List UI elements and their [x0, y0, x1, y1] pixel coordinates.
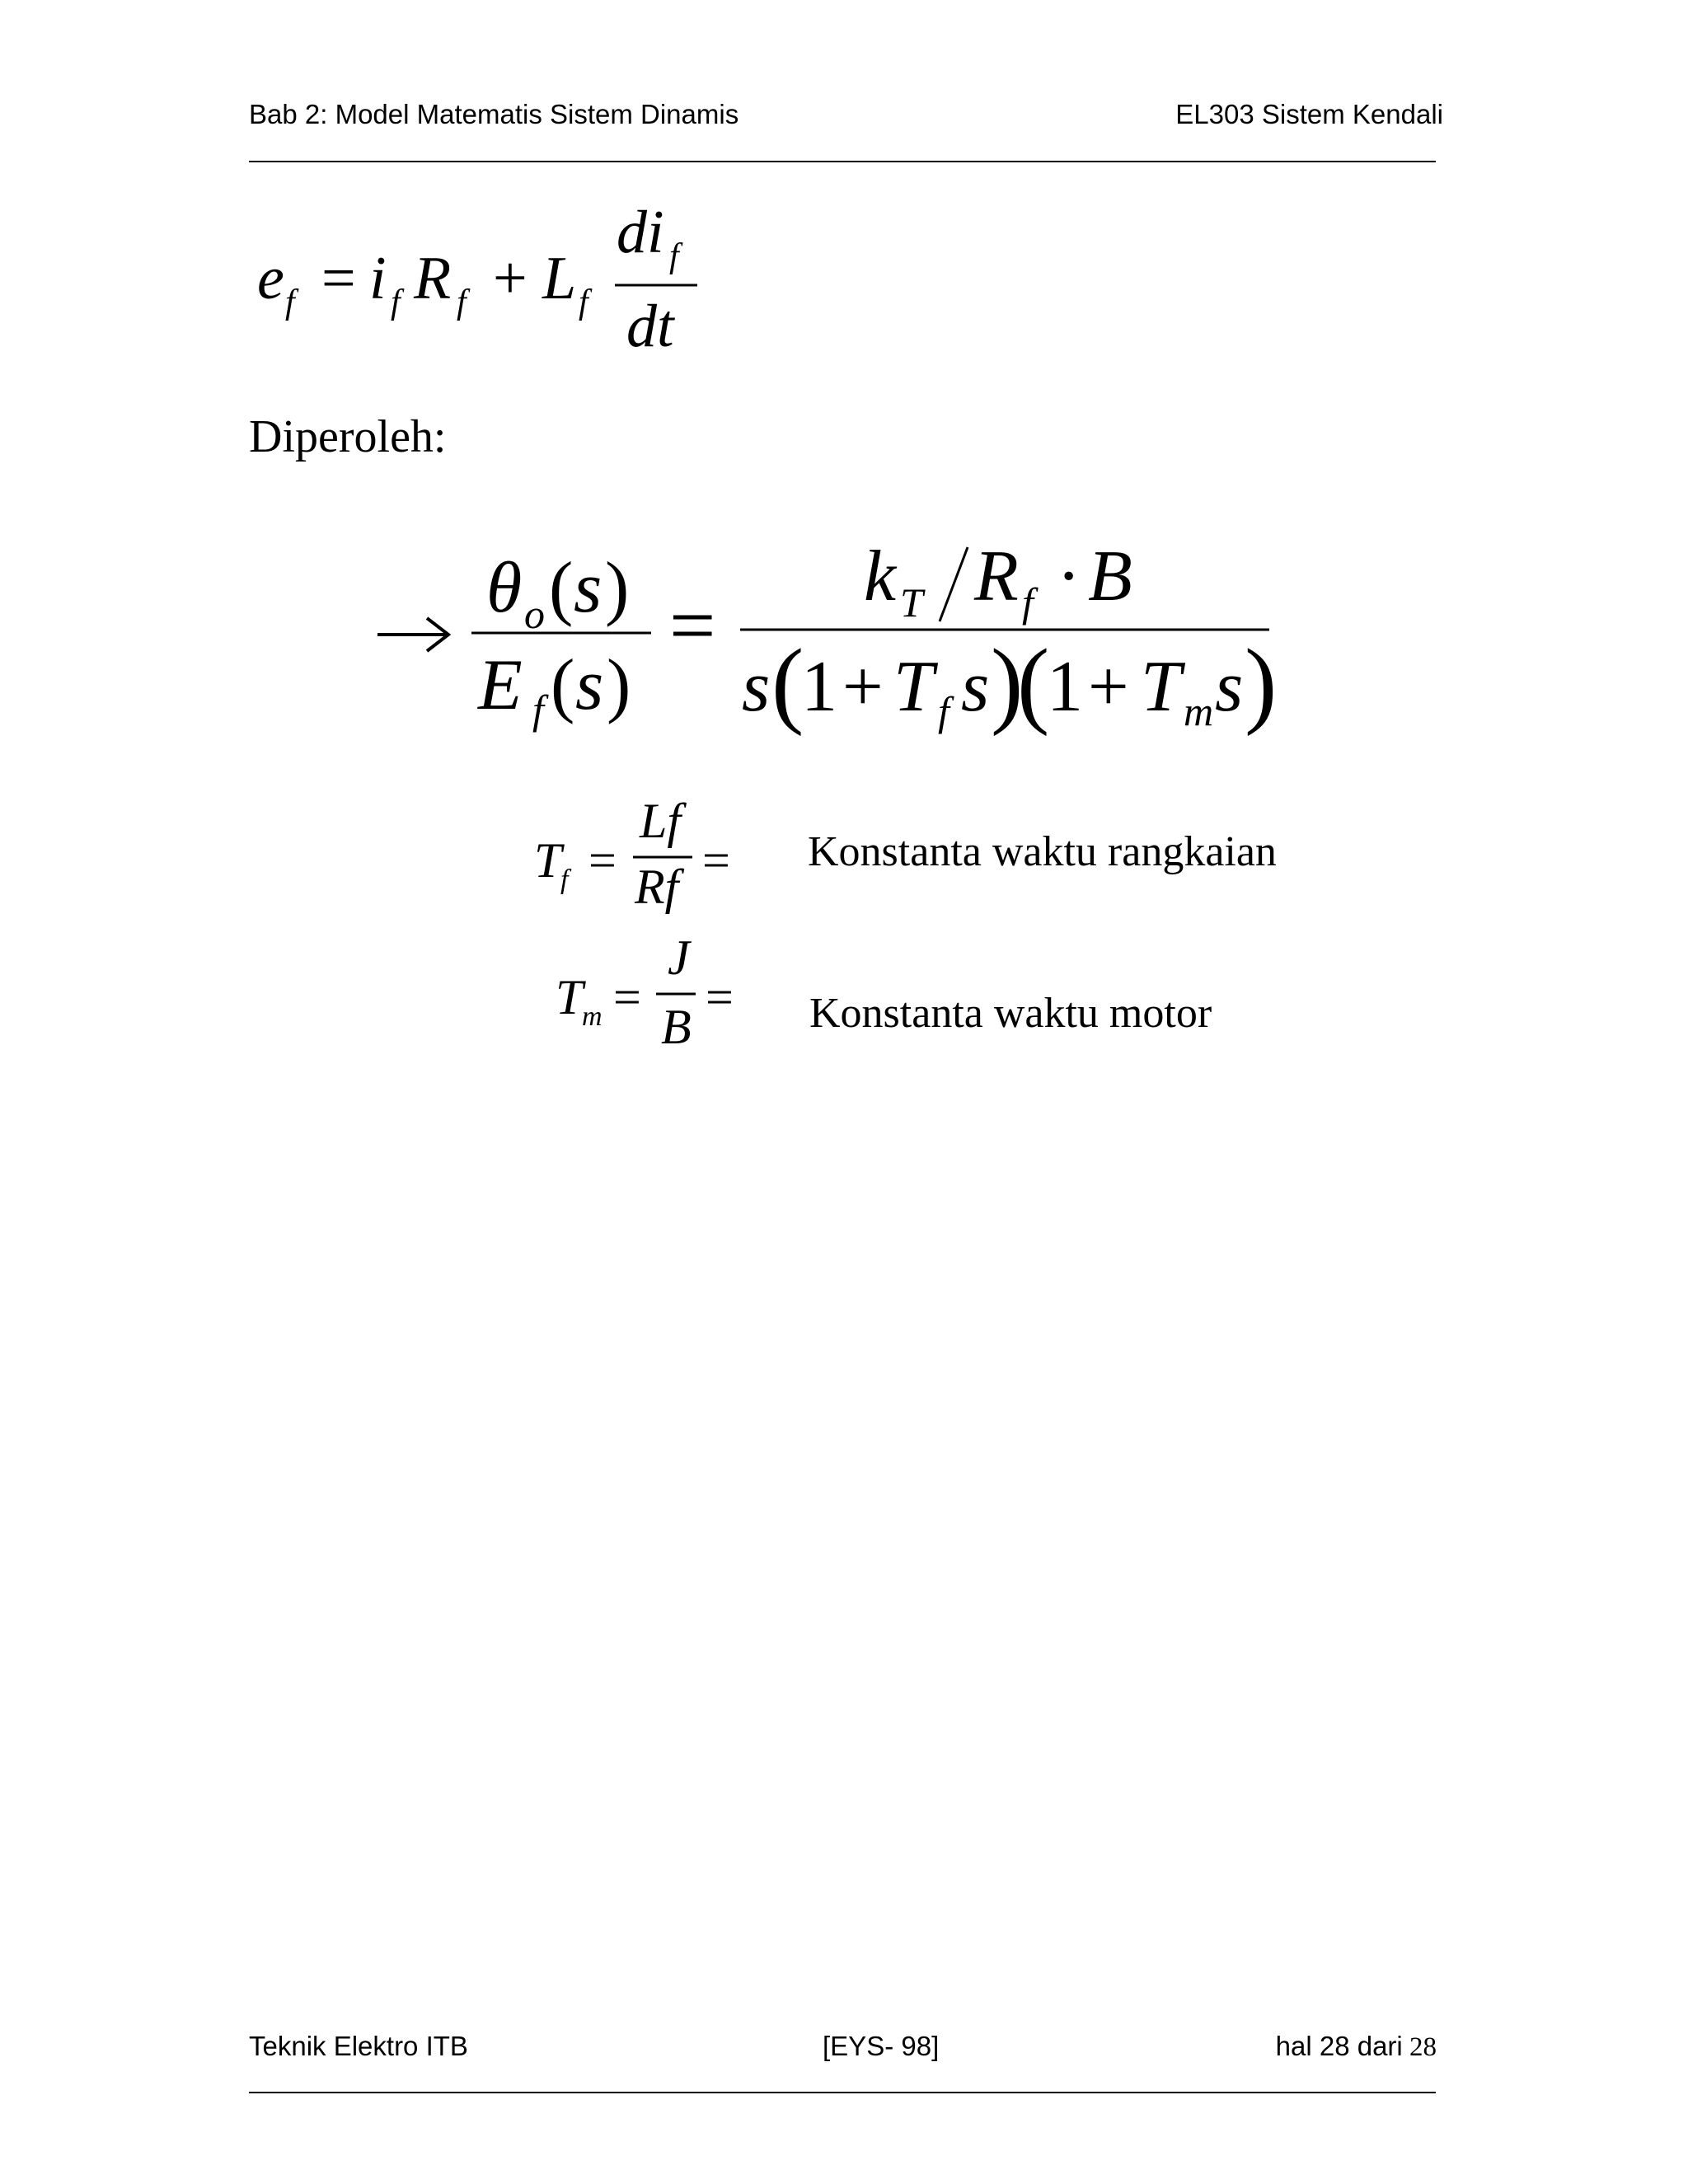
svg-text:di: di	[617, 199, 664, 266]
svg-text:f: f	[532, 687, 544, 733]
svg-text:1: 1	[1047, 647, 1083, 727]
svg-text:s: s	[961, 647, 990, 727]
svg-text:Lf: Lf	[640, 794, 682, 848]
svg-text:(: (	[1017, 629, 1050, 737]
svg-text:f: f	[1022, 579, 1034, 626]
svg-text:+: +	[1088, 647, 1129, 727]
svg-text:s: s	[574, 548, 603, 628]
equation-tf-definition	[519, 791, 767, 931]
svg-text:R: R	[414, 245, 452, 312]
equation-transfer-function	[371, 536, 1319, 742]
svg-text:(: (	[549, 548, 574, 628]
footer-reference: [EYS- 98]	[823, 2031, 940, 2061]
svg-text:): )	[607, 645, 631, 725]
equation-tm-definition	[519, 931, 767, 1071]
svg-text:T: T	[556, 970, 584, 1024]
svg-text:=: =	[706, 970, 734, 1024]
svg-text:T: T	[893, 647, 934, 727]
svg-text:f: f	[938, 688, 950, 734]
svg-text:B: B	[661, 1000, 692, 1054]
svg-text:=: =	[613, 970, 641, 1024]
svg-text:f: f	[285, 284, 295, 321]
svg-text:o: o	[524, 591, 545, 637]
header-chapter-title: Bab 2: Model Matematis Sistem Dinamis	[249, 99, 739, 129]
tf-description: Konstanta waktu rangkaian	[808, 828, 1277, 875]
svg-text:T: T	[900, 579, 923, 626]
svg-text:e: e	[257, 245, 284, 312]
svg-text:s: s	[1215, 647, 1244, 727]
svg-text:k: k	[864, 537, 897, 616]
svg-text:s: s	[575, 645, 604, 725]
svg-text:T: T	[1141, 647, 1181, 727]
svg-text:1: 1	[801, 647, 837, 727]
svg-text:m: m	[582, 1001, 603, 1032]
svg-text:): )	[1245, 629, 1278, 737]
svg-text:f: f	[560, 865, 569, 895]
svg-text:f: f	[457, 284, 467, 321]
svg-text:m: m	[1184, 688, 1214, 734]
svg-text:dt: dt	[626, 293, 674, 360]
svg-text:): )	[605, 548, 630, 628]
svg-text:J: J	[668, 931, 690, 985]
svg-text:B: B	[1088, 537, 1132, 616]
footer-divider	[249, 2092, 1436, 2093]
equation-field-voltage	[247, 198, 742, 363]
footer-page-prefix: hal 28 dari	[1275, 2031, 1403, 2061]
svg-text:Rf: Rf	[635, 860, 679, 914]
svg-text:=: =	[669, 579, 716, 671]
footer-institution: Teknik Elektro ITB	[249, 2031, 468, 2061]
svg-text:R: R	[974, 537, 1019, 616]
svg-text:·: ·	[1057, 537, 1081, 616]
svg-text:f: f	[669, 237, 679, 275]
svg-text:=: =	[588, 833, 617, 888]
svg-text:θ: θ	[486, 548, 523, 628]
svg-text:=: =	[321, 245, 356, 312]
footer-page-number	[1276, 2031, 1437, 2063]
svg-text:T: T	[534, 833, 562, 888]
svg-text:f: f	[391, 284, 401, 321]
svg-text:=: =	[702, 833, 730, 888]
header-divider	[249, 161, 1436, 162]
svg-text:+: +	[842, 647, 884, 727]
svg-text:f: f	[579, 284, 588, 321]
header-course-title: EL303 Sistem Kendali	[1175, 99, 1443, 129]
tm-description: Konstanta waktu motor	[809, 990, 1212, 1037]
svg-text:i: i	[369, 245, 387, 312]
svg-text:E: E	[478, 645, 523, 725]
svg-text:): )	[991, 629, 1024, 737]
svg-text:s: s	[742, 647, 771, 727]
footer-page-total: 28	[1409, 2032, 1437, 2062]
svg-text:(: (	[771, 629, 804, 737]
svg-text:L: L	[542, 245, 577, 312]
svg-text:(: (	[551, 645, 575, 725]
label-diperoleh: Diperoleh:	[249, 411, 447, 462]
svg-text:+: +	[493, 245, 528, 312]
